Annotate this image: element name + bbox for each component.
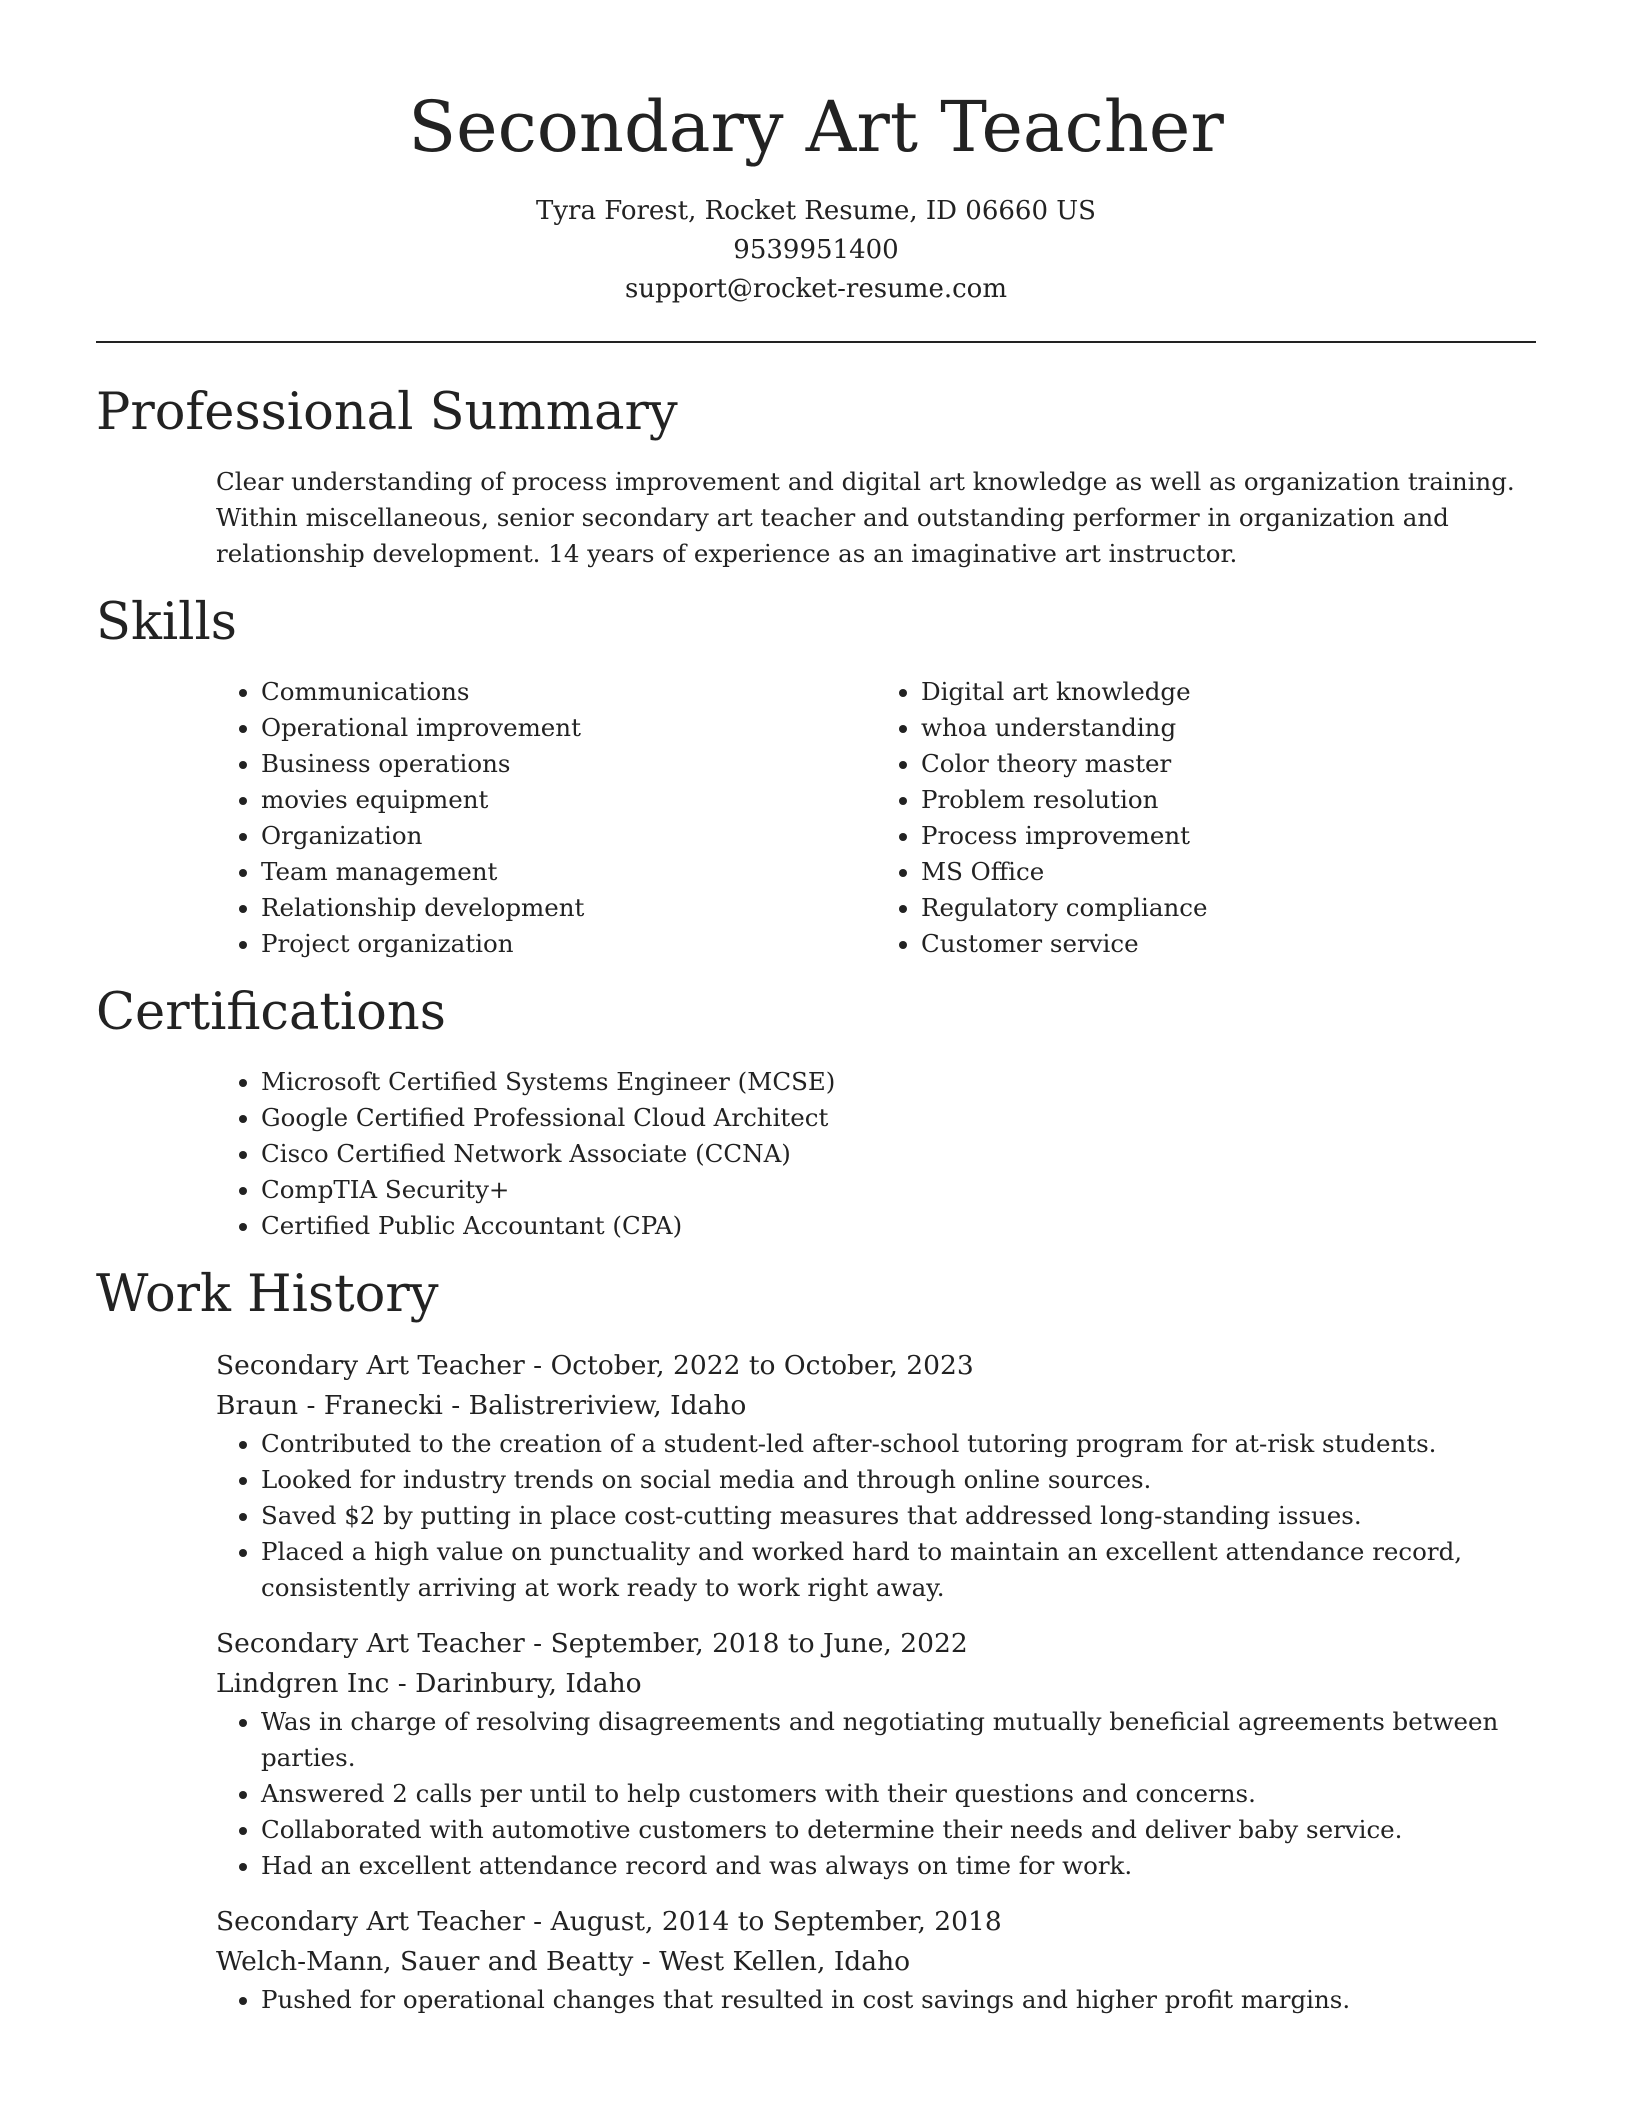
skills-list-left — [216, 674, 876, 962]
job-bullet: • Placed a high value on punctuality and worked hard to maintain an excellent attendance record, consistently arriving at work ready to work right away. — [261, 1534, 1536, 1606]
skill-item: • Digital art knowledge — [921, 674, 1536, 710]
job-bullet: • Had an excellent attendance record and was always on time for work. — [261, 1848, 1536, 1884]
summary-text: Clear understanding of process improvement and digital art knowledge as well as organization training. Within miscellaneous, senior secondary art teacher and outstanding performer in organization and relationship development. 14 years of experience as an imaginative art instructor. — [216, 467, 1515, 568]
job-title-dates: Secondary Art Teacher - August, 2014 to September, 2018 — [216, 1906, 1002, 1937]
skill-item: • whoa understanding — [921, 710, 1536, 746]
job-bullet: • Collaborated with automotive customers to determine their needs and deliver baby service. — [261, 1812, 1536, 1848]
job-company-location: Lindgren Inc - Darinbury, Idaho — [216, 1668, 642, 1699]
skill-item: • Customer service — [921, 926, 1536, 962]
skill-item: • Business operations — [261, 746, 876, 782]
job-bullet: • Pushed for operational changes that resulted in cost savings and higher profit margins. — [261, 1982, 1536, 2018]
work-history-heading: Work History — [96, 1265, 439, 1324]
job-bullet: • Answered 2 calls per until to help customers with their questions and concerns. — [261, 1776, 1536, 1812]
resume-title: Secondary Art Teacher — [408, 86, 1224, 168]
skills-heading: Skills — [96, 593, 237, 652]
certification-item: • Microsoft Certified Systems Engineer (MCSE) — [261, 1064, 1536, 1100]
job-bullet: • Was in charge of resolving disagreements and negotiating mutually beneficial agreements between parties. — [261, 1704, 1536, 1776]
resume-header — [0, 0, 1632, 309]
skills-list-right — [876, 674, 1536, 962]
skill-item: • Regulatory compliance — [921, 890, 1536, 926]
phone: 9539951400 — [733, 235, 899, 265]
header-divider — [96, 341, 1536, 343]
skill-item: • Process improvement — [921, 818, 1536, 854]
contact-block — [0, 192, 1632, 309]
address: Tyra Forest, Rocket Resume, ID 06660 US — [536, 196, 1096, 226]
skill-item: • movies equipment — [261, 782, 876, 818]
certifications-heading: Certifications — [96, 983, 446, 1042]
job-entry — [216, 1902, 1536, 2018]
job-bullets — [216, 1982, 1536, 2018]
certification-item: • CompTIA Security+ — [261, 1172, 1536, 1208]
skill-item: • MS Office — [921, 854, 1536, 890]
email: support@rocket-resume.com — [624, 274, 1007, 304]
job-company-location: Welch-Mann, Sauer and Beatty - West Kellen, Idaho — [216, 1946, 911, 1977]
skill-item: • Operational improvement — [261, 710, 876, 746]
skill-item: • Problem resolution — [921, 782, 1536, 818]
skill-item: • Relationship development — [261, 890, 876, 926]
certifications-block — [216, 1064, 1536, 1244]
job-bullet: • Saved $2 by putting in place cost-cutting measures that addressed long-standing issues. — [261, 1498, 1536, 1534]
skill-item: • Color theory master — [921, 746, 1536, 782]
skills-columns — [216, 674, 1536, 962]
skill-item: • Communications — [261, 674, 876, 710]
job-bullets — [216, 1426, 1536, 1606]
job-company-location: Braun - Franecki - Balistreriview, Idaho — [216, 1390, 747, 1421]
skill-item: • Project organization — [261, 926, 876, 962]
job-bullets — [216, 1704, 1536, 1884]
certifications-list — [216, 1064, 1536, 1244]
resume-content — [96, 380, 1536, 2018]
job-entry — [216, 1346, 1536, 1606]
skill-item: • Organization — [261, 818, 876, 854]
certification-item: • Cisco Certified Network Associate (CCNA) — [261, 1136, 1536, 1172]
job-title-dates: Secondary Art Teacher - September, 2018 to June, 2022 — [216, 1628, 968, 1659]
job-entry — [216, 1624, 1536, 1884]
certification-item: • Certified Public Accountant (CPA) — [261, 1208, 1536, 1244]
skill-item: • Team management — [261, 854, 876, 890]
job-bullet: • Contributed to the creation of a student-led after-school tutoring program for at-risk students. — [261, 1426, 1536, 1462]
job-title-dates: Secondary Art Teacher - October, 2022 to October, 2023 — [216, 1350, 974, 1381]
certification-item: • Google Certified Professional Cloud Architect — [261, 1100, 1536, 1136]
job-bullet: • Looked for industry trends on social media and through online sources. — [261, 1462, 1536, 1498]
summary-heading: Professional Summary — [96, 383, 678, 442]
